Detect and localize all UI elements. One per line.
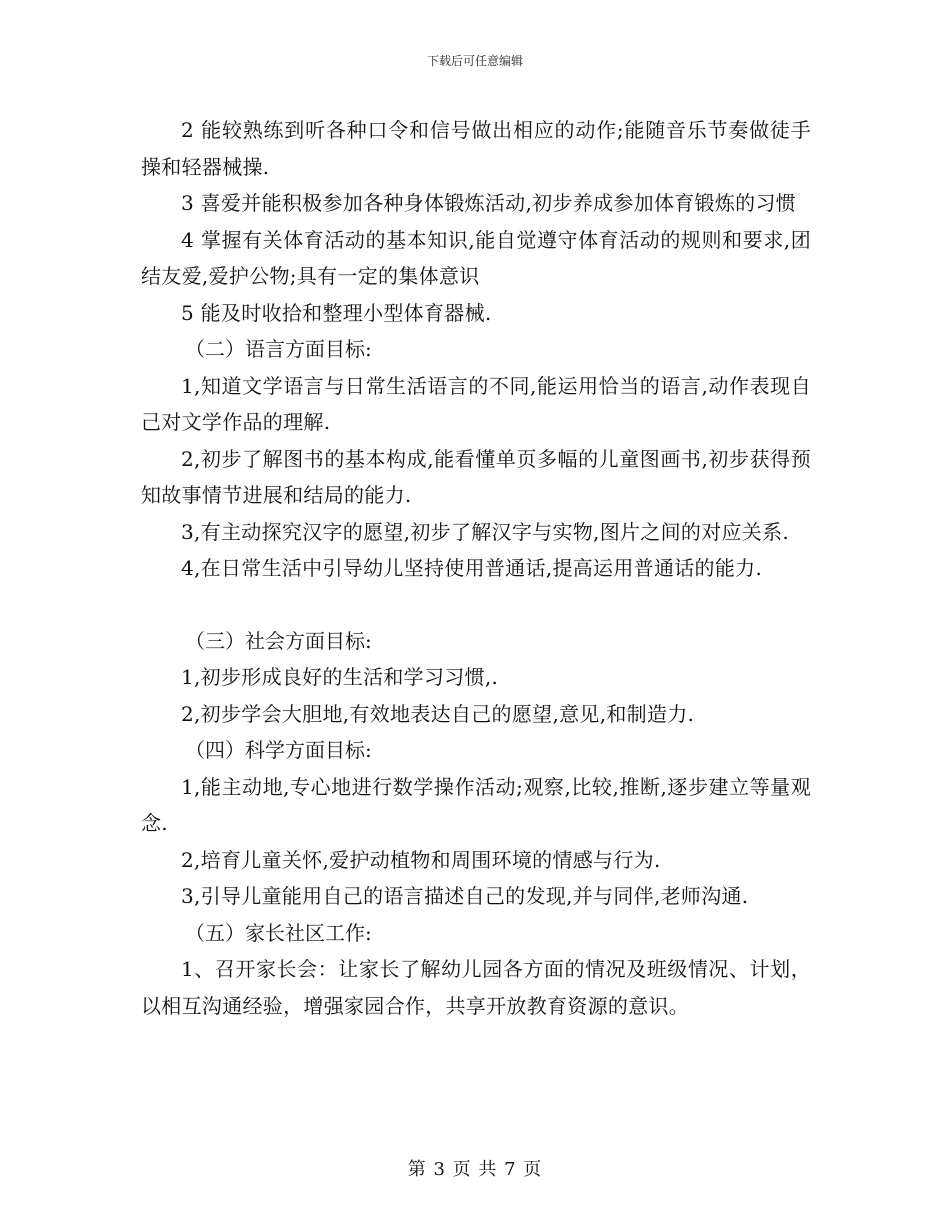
page-header: 下载后可任意编辑 bbox=[426, 54, 523, 68]
paragraph: 4 掌握有关体育活动的基本知识,能自觉遵守体育活动的规则和要求,团结友爱,爱护公物;具有一定的集体意识 bbox=[141, 227, 811, 288]
paragraph: 4,在日常生活中引导幼儿坚持使用普通话,提高运用普通话的能力. bbox=[181, 556, 763, 580]
paragraph: 3,有主动探究汉字的愿望,初步了解汉字与实物,图片之间的对应关系. bbox=[181, 519, 790, 544]
page-number: 第 3 页 共 7 页 bbox=[407, 1159, 543, 1180]
paragraph: 1,知道文学语言与日常生活语言的不同,能运用恰当的语言,动作表现自己对文学作品的理解. bbox=[141, 373, 811, 434]
paragraph: 3 喜爱并能积极参加各种身体锻炼活动,初步养成参加体育锻炼的习惯 bbox=[181, 191, 797, 215]
document-body bbox=[141, 112, 811, 1024]
paragraph: 1,初步形成良好的生活和学习习惯,. bbox=[181, 665, 499, 689]
paragraph: 5 能及时收拾和整理小型体育器械. bbox=[181, 300, 492, 325]
paragraph: 1,能主动地,专心地进行数学操作活动;观察,比较,推断,逐步建立等量观念. bbox=[141, 774, 811, 835]
section-heading-parents: （五）家长社区工作: bbox=[185, 920, 372, 945]
section-heading-language: （二）语言方面目标: bbox=[185, 337, 372, 361]
section-heading-science: （四）科学方面目标: bbox=[185, 738, 372, 762]
paragraph: 2,初步了解图书的基本构成,能看懂单页多幅的儿童图画书,初步获得预知故事情节进展和结局的能力. bbox=[141, 446, 811, 507]
paragraph: 2,培育儿童关怀,爱护动植物和周围环境的情感与行为. bbox=[181, 847, 661, 872]
paragraph: 2 能较熟练到听各种口令和信号做出相应的动作;能随音乐节奏做徒手操和轻器械操. bbox=[141, 118, 811, 179]
blank-line bbox=[141, 587, 811, 623]
paragraph: 3,引导儿童能用自己的语言描述自己的发现,并与同伴,老师沟通. bbox=[181, 884, 749, 908]
paragraph: 1、召开家长会：让家长了解幼儿园各方面的情况及班级情况、计划，以相互沟通经验，增强家园合作，共享开放教育资源的意识。 bbox=[141, 957, 811, 1018]
paragraph: 2,初步学会大胆地,有效地表达自己的愿望,意见,和制造力. bbox=[181, 701, 695, 726]
section-heading-social: （三）社会方面目标: bbox=[185, 628, 372, 653]
